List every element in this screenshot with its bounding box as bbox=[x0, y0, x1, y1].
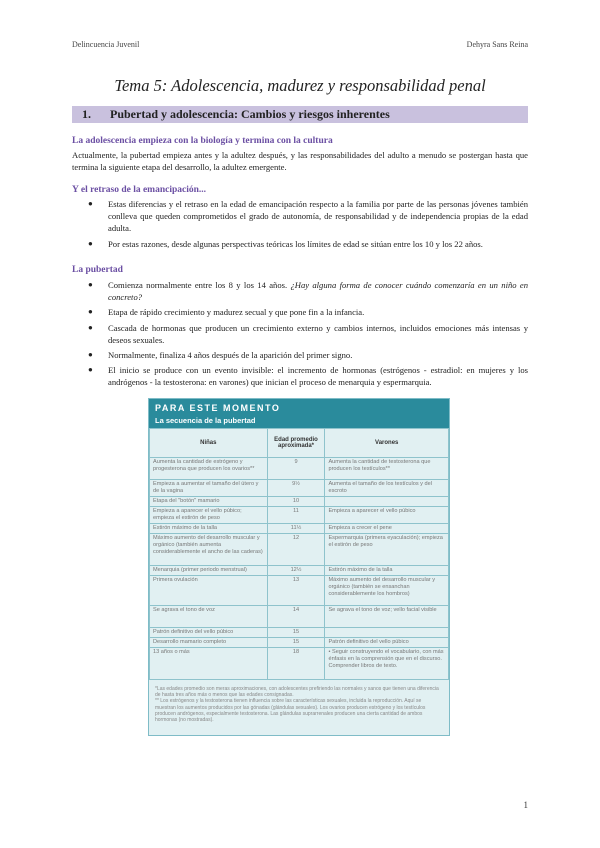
cell-ninas: Empieza a aparecer el vello púbico; empieza el estirón de peso bbox=[150, 507, 268, 524]
cell-varones: Patrón definitivo del vello púbico bbox=[325, 638, 449, 648]
cell-varones: Se agrava el tono de voz; vello facial visible bbox=[325, 606, 449, 628]
cell-ninas: Empieza a aumentar el tamaño del útero y de la vagina bbox=[150, 480, 268, 497]
bullet-icon: ● bbox=[88, 307, 93, 317]
list-item: ● Por estas razones, desde algunas perspectivas teóricas los límites de edad se sitúan entre los 10 y los 22 años. bbox=[88, 238, 483, 249]
list-item: ● Cascada de hormonas que producen un crecimiento externo y cambios internos, incluidos emociones más intensas y deseos sexuales. bbox=[88, 322, 528, 345]
page-number: 1 bbox=[523, 800, 528, 810]
cell-ninas: Estirón máximo de la talla bbox=[150, 524, 268, 534]
table-row bbox=[150, 628, 449, 638]
cell-ninas: Desarrollo mamario completo bbox=[150, 638, 268, 648]
note-1: *Las edades promedio son meras aproximaciones, con adolescentes prefiriendo las normales y sanos que tienen una diferencia de hasta tres años más o menos que las edades consignadas. bbox=[155, 686, 439, 699]
table-row bbox=[150, 458, 449, 480]
cell-varones: Máximo aumento del desarrollo muscular y orgánico (también se ensanchan considerablemente los hombros) bbox=[325, 576, 449, 606]
cell-edad: 12½ bbox=[267, 566, 325, 576]
list-item: ● Etapa de rápido crecimiento y madurez secual y que pone fin a la infancia. bbox=[88, 307, 365, 318]
cell-ninas: 13 años o más bbox=[150, 648, 268, 680]
puberty-sequence-table bbox=[149, 428, 449, 680]
note-2: ** Los estrógenos y la testosterona tienen influencia sobre las características sexuales, incluida la reproducción. Aquí se muestran los aumentos producidos por las gónadas (glándulas sexuales). Los ovarios producen estrógeno y los testículos producen andrógenos, especialmente testosterona. Las glándulas suprarrenales producen una cierta cantidad de ambos hormonas (no mostradas). bbox=[155, 698, 426, 724]
bullet-list-emancipacion bbox=[88, 198, 528, 253]
list-item: ● El inicio se produce con un evento invisible: el incremento de hormonas (estrógenos - estradiol: en mujeres y los andrógenos - la testosterona: en varones) que inician el proceso de menarquia y espermarquia. bbox=[88, 365, 528, 388]
cell-edad: 9 bbox=[267, 458, 325, 480]
cell-varones: Aumenta la cantidad de testosterona que producen los testículos** bbox=[325, 458, 449, 480]
cell-varones: Empieza a crecer el pene bbox=[325, 524, 449, 534]
cell-ninas: Etapa del "botón" mamario bbox=[150, 497, 268, 507]
cell-varones: Espermarquia (primera eyaculación); empieza el estirón de peso bbox=[325, 534, 449, 566]
bullet-icon: ● bbox=[88, 280, 93, 289]
figure-header bbox=[149, 399, 449, 428]
bullet-icon: ● bbox=[88, 365, 93, 375]
cell-varones: Empieza a aparecer el vello púbico bbox=[325, 507, 449, 524]
table-row bbox=[150, 638, 449, 648]
paragraph-adolescencia: Actualmente, la pubertad empieza antes y la adultez después, y las responsabilidades del adulto a menudo se postergan hasta que termina la siguiente etapa del desarrollo, la adultez emergente. bbox=[72, 150, 528, 173]
subheading-emancipacion: Y el retraso de la emancipación... bbox=[72, 185, 207, 195]
bullet-list-pubertad bbox=[88, 279, 528, 392]
table-row bbox=[150, 480, 449, 497]
table-row bbox=[150, 524, 449, 534]
table-row bbox=[150, 576, 449, 606]
column-header-ninas: Niñas bbox=[150, 429, 268, 458]
running-header-right: Dehyra Sans Reina bbox=[466, 40, 528, 49]
cell-ninas: Máximo aumento del desarrollo muscular y orgánico (también aumenta considerablemente el ancho de las caderas) bbox=[150, 534, 268, 566]
table-row bbox=[150, 507, 449, 524]
table-row bbox=[150, 648, 449, 680]
section-heading-bar bbox=[72, 106, 528, 123]
section-number: 1. bbox=[82, 107, 91, 121]
column-header-edad: Edad promedio aproximada* bbox=[267, 429, 325, 458]
list-item: ● Estas diferencias y el retraso en la edad de emancipación respecto a la familia por parte de las personas jóvenes también conlleva que queden comprometidos el grado de autonomía, de responsabilidad y de independencia propias de la edad adulta. bbox=[88, 199, 528, 234]
cell-edad: 15 bbox=[267, 638, 325, 648]
running-header-left: Delincuencia Juvenil bbox=[72, 40, 140, 49]
bullet-icon: ● bbox=[88, 199, 93, 208]
cell-varones: Estirón máximo de la talla bbox=[325, 566, 449, 576]
cell-edad: 15 bbox=[267, 628, 325, 638]
subheading-biologia: La adolescencia empieza con la biología y termina con la cultura bbox=[72, 136, 333, 146]
subheading-pubertad: La pubertad bbox=[72, 265, 123, 275]
cell-ninas: Se agrava el tono de voz bbox=[150, 606, 268, 628]
figure-subtitle: La secuencia de la pubertad bbox=[155, 416, 256, 425]
table-row bbox=[150, 606, 449, 628]
list-item: ● Comienza normalmente entre los 8 y los 14 años. ¿Hay alguna forma de conocer cuándo comenzaría en un niño en concreto? bbox=[88, 280, 528, 303]
question-italic: ¿Hay alguna forma de conocer cuándo comenzaría en un niño en concreto? bbox=[108, 280, 528, 303]
column-header-varones: Varones bbox=[325, 429, 449, 458]
cell-edad: 12 bbox=[267, 534, 325, 566]
bullet-icon: ● bbox=[88, 322, 93, 332]
cell-ninas: Menarquia (primer periodo menstrual) bbox=[150, 566, 268, 576]
bullet-icon: ● bbox=[88, 238, 93, 248]
table-row bbox=[150, 497, 449, 507]
figure-notes bbox=[155, 686, 443, 723]
cell-edad: 10 bbox=[267, 497, 325, 507]
section-title: Pubertad y adolescencia: Cambios y riesgos inherentes bbox=[110, 107, 390, 121]
cell-ninas: Patrón definitivo del vello púbico bbox=[150, 628, 268, 638]
cell-varones: Aumenta el tamaño de los testículos y del escroto bbox=[325, 480, 449, 497]
cell-ninas: Aumenta la cantidad de estrógeno y progesterona que producen los ovarios** bbox=[150, 458, 268, 480]
puberty-sequence-figure bbox=[148, 398, 450, 736]
table-row bbox=[150, 566, 449, 576]
cell-edad: 18 bbox=[267, 648, 325, 680]
bullet-icon: ● bbox=[88, 350, 93, 360]
cell-varones bbox=[325, 628, 449, 638]
cell-edad: 11 bbox=[267, 507, 325, 524]
cell-varones: • Seguir construyendo el vocabulario, con más énfasis en la comprensión que en el discurso. Comprender libros de texto. bbox=[325, 648, 449, 680]
cell-edad: 13 bbox=[267, 576, 325, 606]
cell-edad: 9½ bbox=[267, 480, 325, 497]
cell-ninas: Primera ovulación bbox=[150, 576, 268, 606]
table-row bbox=[150, 534, 449, 566]
list-item: ● Normalmente, finaliza 4 años después de la aparición del primer signo. bbox=[88, 350, 353, 361]
cell-edad: 11½ bbox=[267, 524, 325, 534]
cell-varones bbox=[325, 497, 449, 507]
page-title: Tema 5: Adolescencia, madurez y responsabilidad penal bbox=[114, 76, 486, 95]
figure-title: PARA ESTE MOMENTO bbox=[155, 403, 281, 413]
cell-edad: 14 bbox=[267, 606, 325, 628]
table-body bbox=[150, 458, 449, 680]
